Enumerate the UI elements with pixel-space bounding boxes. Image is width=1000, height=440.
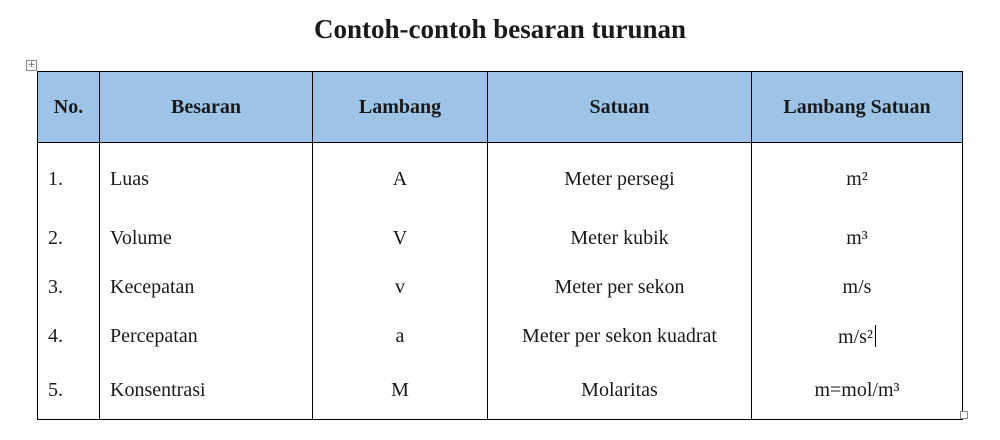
table-row [38, 361, 963, 420]
table-row [38, 312, 963, 361]
header-cell-satuan[interactable]: Satuan [488, 72, 752, 143]
cell-lambang-satuan[interactable]: m² [752, 143, 963, 215]
cell-no[interactable]: 3. [38, 263, 100, 312]
cell-no[interactable]: 4. [38, 312, 100, 361]
cell-satuan[interactable]: Meter persegi [488, 143, 752, 215]
table-row [38, 143, 963, 215]
cell-no[interactable]: 5. [38, 361, 100, 420]
cell-besaran[interactable]: Volume [100, 214, 313, 263]
cell-no[interactable]: 2. [38, 214, 100, 263]
table-move-handle-icon[interactable]: + [27, 60, 36, 70]
cell-besaran[interactable]: Percepatan [100, 312, 313, 361]
table-resize-handle-icon[interactable] [960, 411, 968, 419]
cell-lambang-satuan[interactable]: m³ [752, 214, 963, 263]
header-row [38, 72, 963, 143]
table-row [38, 263, 963, 312]
header-cell-lambang-satuan[interactable]: Lambang Satuan [752, 72, 963, 143]
cell-besaran[interactable]: Luas [100, 143, 313, 215]
header-cell-lambang[interactable]: Lambang [313, 72, 488, 143]
cell-lambang[interactable]: V [313, 214, 488, 263]
cell-lambang[interactable]: v [313, 263, 488, 312]
cell-no[interactable]: 1. [38, 143, 100, 215]
table-row [38, 214, 963, 263]
text-cursor-caret [875, 325, 876, 347]
cell-besaran[interactable]: Konsentrasi [100, 361, 313, 420]
header-cell-no[interactable]: No. [38, 72, 100, 143]
cell-besaran[interactable]: Kecepatan [100, 263, 313, 312]
cell-lambang[interactable]: a [313, 312, 488, 361]
cell-lambang[interactable]: M [313, 361, 488, 420]
document-title: Contoh-contoh besaran turunan [313, 14, 687, 44]
data-table [37, 71, 963, 420]
cell-lambang-satuan-text: m/s² [838, 325, 873, 348]
cell-lambang-satuan[interactable]: m=mol/m³ [752, 361, 963, 420]
table-header [38, 72, 963, 143]
cell-satuan[interactable]: Meter per sekon [488, 263, 752, 312]
cell-lambang[interactable]: A [313, 143, 488, 215]
table-body [38, 143, 963, 420]
cell-lambang-satuan[interactable]: m/s [752, 263, 963, 312]
cell-satuan[interactable]: Molaritas [488, 361, 752, 420]
cell-lambang-satuan-active[interactable] [752, 312, 963, 361]
cell-satuan[interactable]: Meter per sekon kuadrat [488, 312, 752, 361]
cell-satuan[interactable]: Meter kubik [488, 214, 752, 263]
header-cell-besaran[interactable]: Besaran [100, 72, 313, 143]
